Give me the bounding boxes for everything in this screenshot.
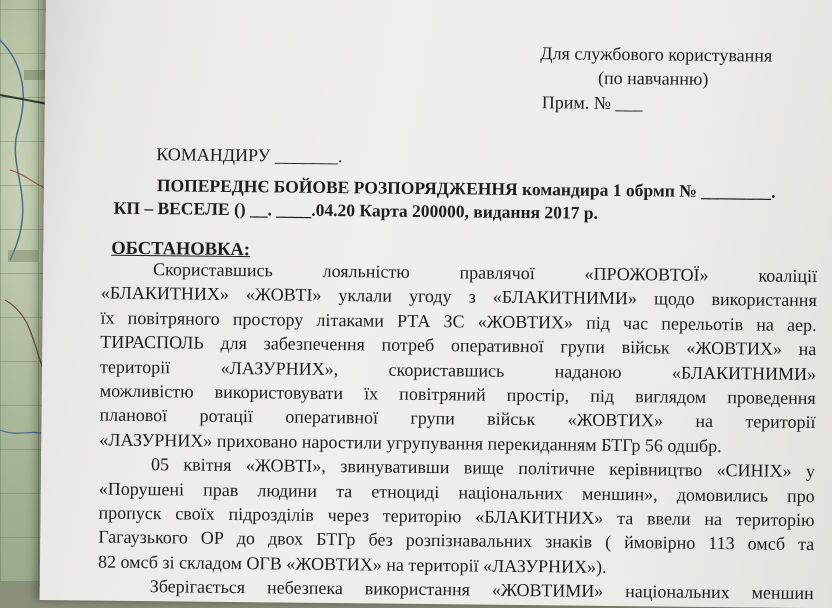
- body-line: планової ротації оперативної групи військ «ЖОВТИХ» на території: [99, 405, 816, 433]
- copy-number: Прим. № ___: [541, 92, 643, 114]
- document-page: [40, 0, 832, 608]
- body-line: Гагаузького ОР до двох БТГр без розпізнавальних знаків ( ймовірно 113 омсб та: [98, 527, 815, 555]
- body-line: Зберігається небезпека використання «ЖОВТИМИ» національних меншин: [149, 576, 814, 604]
- body-line: можливістю використовувати їх повітряний простір, під виглядом проведення: [99, 380, 816, 409]
- order-title-rest: командира 1 обрмп № ________.: [517, 178, 776, 202]
- classification-label: Для службового користування: [540, 43, 773, 66]
- command-post-line: КП – ВЕСЕЛЕ () __. ____.04.20 Карта 200000, видання 2017 р.: [113, 197, 599, 223]
- body-line: «Порушені прав людини та етноциді національних меншин», домовились про: [98, 478, 815, 506]
- section-heading: ОБСТАНОВКА:: [111, 238, 251, 261]
- body-line: території «ЛАЗУРНИХ», скориставшись наданою «БЛАКИТНИМИ»: [99, 356, 817, 384]
- body-line: «БЛАКИТНИХ» «ЖОВТІ» уклали угоду з «БЛАКИТНИМИ» щодо використання: [100, 282, 817, 311]
- body-line: 82 омсб зі складом ОГВ «ЖОВТИХ» на території «ЛАЗУРНИХ»).: [97, 551, 607, 577]
- situation-body: [98, 257, 818, 606]
- body-line: Скориставшись лояльністю правлячої «ПРОЖОВТОЇ» коаліції: [152, 259, 818, 287]
- body-line: їх повітряного простору літаками РТА ЗС «ЖОВТИХ» під час перельотів на аер.: [100, 307, 817, 335]
- body-line: пропуск своїх підрозділів через територію «БЛАКИТНИХ» та ввели на територію: [98, 502, 815, 531]
- training-note: (по навчанню): [598, 67, 709, 89]
- body-line: «ЛАЗУРНИХ» приховано наростили угрупування перекиданням БТГр 56 одшбр.: [99, 429, 722, 456]
- body-line: 05 квітня «ЖОВТІ», звинувативши вище політичне керівництво «СИНІХ» у: [150, 454, 816, 482]
- addressee: КОМАНДИРУ _______.: [156, 144, 343, 167]
- body-line: ТИРАСПОЛЬ для забезпечення потреб оперативної групи військ «ЖОВТИХ» на: [100, 331, 817, 360]
- order-title-main: ПОПЕРЕДНЄ БОЙОВЕ РОЗПОРЯДЖЕННЯ: [156, 175, 518, 199]
